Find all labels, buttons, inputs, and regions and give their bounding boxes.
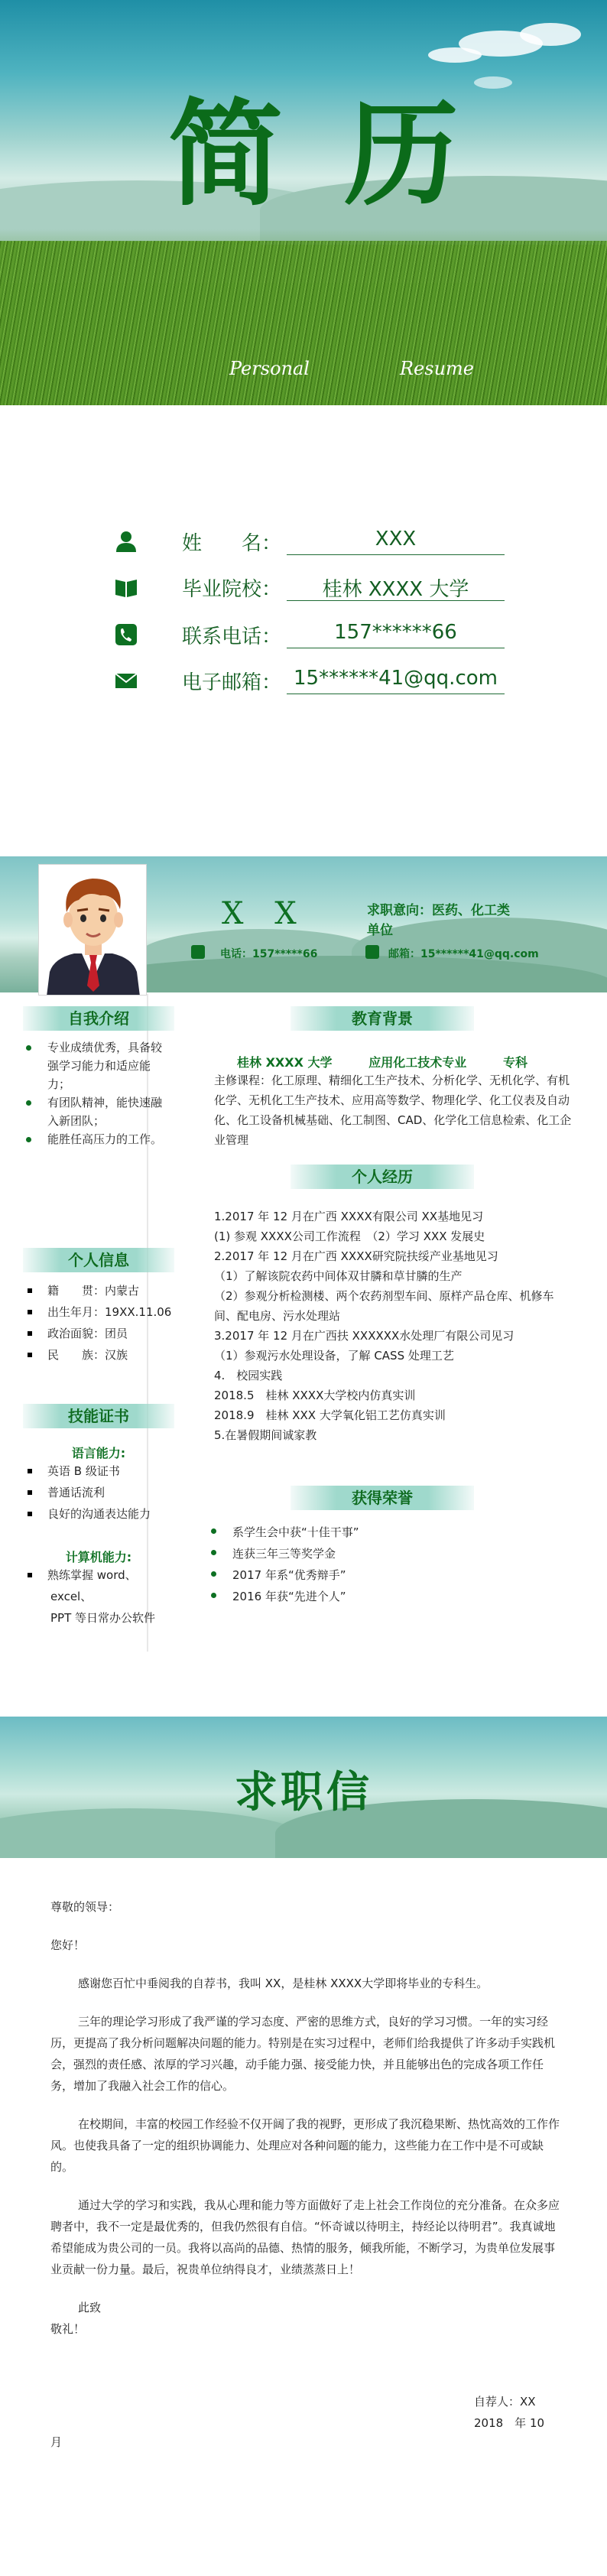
degree-name: 专科	[502, 1055, 527, 1070]
list-item: 专业成绩优秀，具备较强学习能力和适应能力；	[23, 1038, 164, 1093]
profile-photo	[38, 864, 147, 996]
contact-row-email	[115, 665, 505, 696]
letter-date-month: 月	[50, 2435, 63, 2449]
letter-date: 2018 年 10	[474, 2416, 545, 2430]
experience-line: 3.2017 年 12 月在广西扶 XXXXXX水处理厂有限公司见习	[214, 1329, 514, 1343]
contact-value: XXX	[287, 528, 505, 555]
letter-closing: 敬礼！	[50, 2322, 86, 2336]
contact-row-school	[115, 572, 505, 603]
cover-letter-body	[50, 1896, 563, 2340]
cloud-shape	[474, 76, 512, 89]
phone-icon	[191, 945, 205, 959]
computer-list-cont	[50, 1586, 188, 1629]
computer-label: 计算机能力:	[65, 1550, 132, 1564]
letter-hello: 您好！	[50, 1938, 86, 1952]
experience-line: 2.2017 年 12 月在广西 XXXX研究院扶绥产业基地见习	[214, 1249, 498, 1263]
letter-paragraph: 在校期间，丰富的校园工作经验不仅开阔了我的视野，更形成了我沉稳果断、热忱高效的工作作风。也使我具备了一定的组织协调能力、处理应对各种问题的能力，这些能力在工作中是不可或缺的。	[50, 2117, 560, 2174]
list-item: 良好的沟通表达能力	[23, 1503, 176, 1525]
cover-title-char: 简	[168, 89, 284, 222]
cover-subtitle-word: Resume	[399, 358, 474, 379]
list-item: 有团队精神，能快速融入新团队；	[23, 1093, 164, 1130]
section-title-personal-info: 个人信息	[23, 1248, 174, 1272]
list-line: PPT 等日常办公软件	[50, 1611, 156, 1625]
contact-value: 157******66	[287, 621, 505, 648]
experience-line: （1）参观污水处理设备，了解 CASS 处理工艺	[214, 1349, 454, 1363]
experience-line: 4. 校园实践	[214, 1369, 283, 1382]
list-item: 熟练掌握 word、	[23, 1564, 176, 1586]
experience-line: （1）了解该院农药中间体双甘膦和草甘膦的生产	[214, 1269, 463, 1283]
contact-label: 电子邮箱：	[182, 671, 282, 694]
major-name: 应用化工技术专业	[368, 1055, 467, 1070]
letter-paragraph: 三年的理论学习形成了我严谨的学习态度、严密的思维方式，良好的学习习惯。一年的实习经历，更提高了我分析问题解决问题的能力。特别是在实习过程中，老师们给我提供了许多动手实践机会，强烈的责任感、浓厚的学习兴趣，动手能力强、接受能力快，并且能够出色的完成各项工作任务，增加了我融入社会工作的信心。	[50, 2015, 556, 2093]
grass-field	[0, 241, 607, 405]
cover-subtitle	[229, 358, 474, 379]
education-courses: 主修课程：化工原理、精细化工生产技术、分析化学、无机化学、有机化学、无机化工生产技术、应用高等数学、物理化学、化工仪表及自动化、化工设备机械基础、化工制图、CAD、化学化工信息检索、化工企业管理	[214, 1074, 572, 1147]
contact-row-name	[115, 526, 505, 557]
list-line: excel、	[50, 1590, 93, 1603]
experience-line: 5.在暑假期间诚家教	[214, 1428, 317, 1442]
resume-phone: 电话：157*****66	[220, 948, 318, 960]
experience-list	[214, 1207, 573, 1445]
resume-name: X X	[222, 896, 307, 931]
experience-line: （2）参观分析检测楼、两个农药剂型车间、原样产品仓库、机修车间、配电房、污水处理站	[214, 1289, 554, 1323]
section-title-self-intro: 自我介绍	[23, 1006, 174, 1031]
list-item: 2017 年系“优秀辩手”	[208, 1564, 560, 1586]
contact-row-phone	[115, 619, 505, 650]
person-icon	[115, 531, 138, 552]
mail-icon	[365, 945, 379, 959]
letter-greeting: 尊敬的领导：	[50, 1900, 120, 1914]
cover-title	[168, 90, 459, 220]
list-item: 籍 贯：内蒙古	[23, 1280, 176, 1301]
letter-signature	[474, 2391, 566, 2434]
letter-title: 求职信	[235, 1767, 372, 1817]
book-icon	[115, 577, 138, 598]
contact-label: 毕业院校：	[182, 578, 282, 601]
education-header	[237, 1053, 527, 1070]
cover-subtitle-word: Personal	[229, 358, 310, 379]
letter-paragraph: 感谢您百忙中垂阅我的自荐书，我叫 XX，是桂林 XXXX大学即将毕业的专科生。	[78, 1977, 489, 1990]
list-item: 连获三年三等奖学金	[208, 1543, 560, 1564]
list-item: 能胜任高压力的工作。	[23, 1130, 164, 1148]
mail-icon	[115, 670, 138, 691]
section-title-experience: 个人经历	[291, 1165, 474, 1189]
signer: 自荐人：XX	[474, 2395, 536, 2409]
cover-banner	[0, 0, 607, 405]
cloud-shape	[520, 23, 581, 46]
avatar	[39, 865, 147, 996]
computer-list	[23, 1564, 176, 1586]
resume-email: 邮箱：15******41@qq.com	[388, 948, 539, 960]
honors-list	[208, 1522, 560, 1607]
list-item: 英语 B 级证书	[23, 1460, 176, 1482]
experience-line: 2018.9 桂林 XXX 大学氧化铝工艺仿真实训	[214, 1408, 446, 1422]
contact-label: 姓 名：	[182, 532, 282, 555]
school-name: 桂林 XXXX 大学	[237, 1055, 333, 1070]
experience-line: 2018.5 桂林 XXXX大学校内仿真实训	[214, 1389, 416, 1402]
personal-info-list	[23, 1280, 176, 1366]
self-intro-list	[23, 1038, 164, 1148]
job-intent: 求职意向：医药、化工类单位	[367, 903, 510, 938]
section-title-honors: 获得荣誉	[291, 1486, 474, 1510]
list-item: 出生年月：19XX.11.06	[23, 1301, 176, 1323]
list-item: 2016 年获“先进个人”	[208, 1586, 560, 1607]
list-item: 普通话流利	[23, 1482, 176, 1503]
language-label: 语言能力:	[71, 1446, 126, 1460]
letter-closing: 此致	[78, 2301, 102, 2315]
list-item: 民 族：汉族	[23, 1344, 176, 1366]
contact-value: 15******41@qq.com	[287, 667, 505, 694]
cloud-shape	[428, 47, 482, 63]
letter-paragraph: 通过大学的学习和实践，我从心理和能力等方面做好了走上社会工作岗位的充分准备。在众多应聘者中，我不一定是最优秀的，但我仍然很有自信。“怀奇诚以待明主，持经论以待明君”。我真诚地希望能成为贵公司的一员。我将以高尚的品德、热情的服务，倾我所能，不断学习，为贵单位发展事业贡献一份力量。最后，祝贵单位纳得良才，业绩蒸蒸日上！	[50, 2198, 560, 2276]
list-item: 政治面貌：团员	[23, 1323, 176, 1344]
section-title-education: 教育背景	[291, 1006, 474, 1031]
list-item: 系学生会中获“十佳干事”	[208, 1522, 560, 1543]
cover-title-char: 历	[343, 89, 459, 222]
section-title-skills: 技能证书	[23, 1404, 174, 1428]
experience-line: (1) 参观 XXXX公司工作流程 （2）学习 XXX 发展史	[214, 1230, 485, 1243]
contact-label: 联系电话：	[182, 625, 282, 648]
contact-value: 桂林 XXXX 大学	[287, 573, 505, 601]
language-list	[23, 1460, 176, 1525]
experience-line: 1.2017 年 12 月在广西 XXXX有限公司 XX基地见习	[214, 1210, 484, 1223]
phone-icon	[115, 624, 138, 645]
